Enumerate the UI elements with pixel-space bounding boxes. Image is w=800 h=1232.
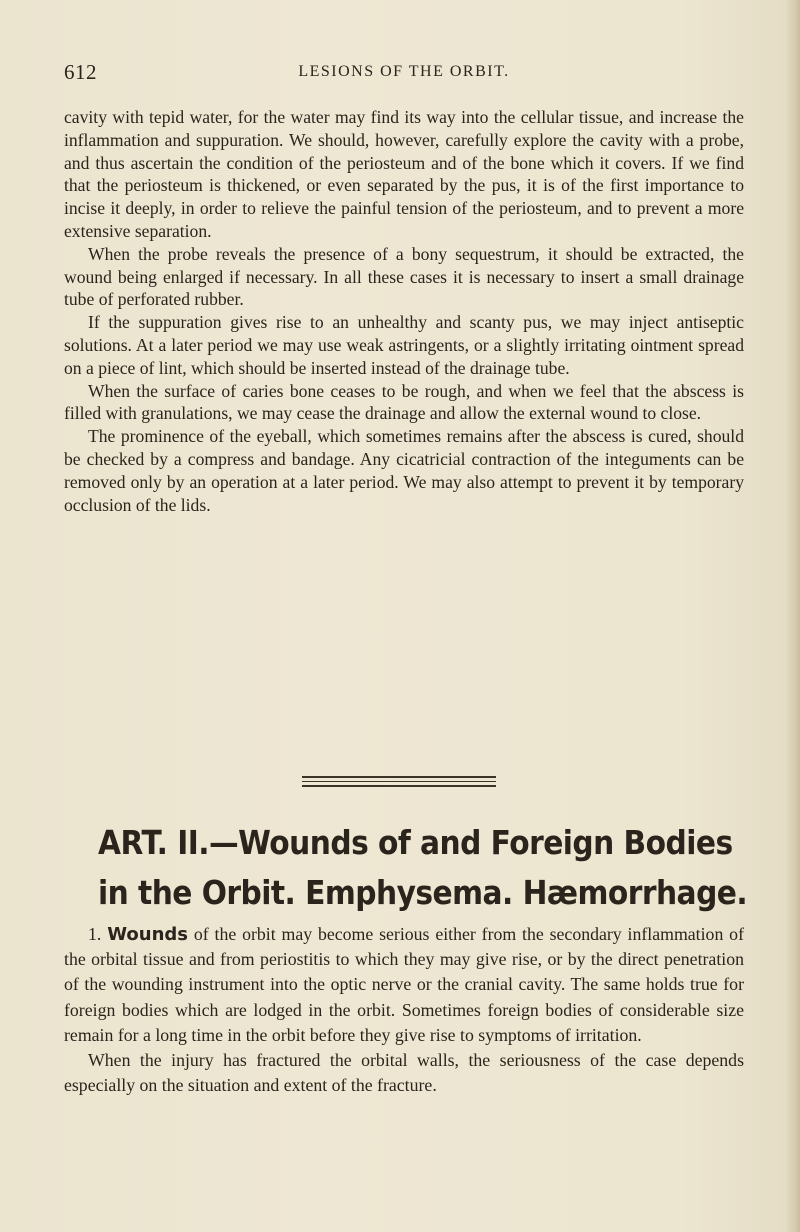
page-edge-shadow <box>786 0 800 1232</box>
paragraph-continued: cavity with tepid water, for the water may find its way into the cellular tissue, and increase the inflammation and suppuration. We should, however, carefully explore the cavity with a probe, and thus ascertain the condition of the periosteum and of the bone which it covers. If we find that the periosteum is thickened, or even separated by the pus, it is of the first importance to incise it deeply, in order to relieve the painful tension of the periosteum, and to prevent a more extensive separation. <box>64 107 744 241</box>
section-heading <box>98 818 748 918</box>
running-head <box>64 60 744 86</box>
paragraph-sequestrum: When the probe reveals the presence of a bony sequestrum, it should be extracted, the wound being enlarged if necessary. In all these cases it is necessary to insert a small drainage tube of perforated rubber. <box>64 243 744 310</box>
divider-rule <box>302 785 496 787</box>
section-divider <box>302 776 496 790</box>
divider-rule <box>302 776 496 778</box>
body-text <box>64 106 744 516</box>
paragraph-suppuration: If the suppuration gives rise to an unhealthy and scanty pus, we may inject antiseptic solutions. At a later period we may use weak astringents, or a slightly irritating ointment spread on a piece of lint, which should be inserted instead of the drainage tube. <box>64 312 744 378</box>
section-body <box>64 922 744 1098</box>
running-head-title: LESIONS OF THE ORBIT. <box>298 63 510 80</box>
paragraph-prominence: The prominence of the eyeball, which sometimes remains after the abscess is cured, should be checked by a compress and bandage. Any cicatricial contraction of the integuments can be removed only by an operation at a later period. We may also attempt to prevent it by temporary occlusion of the lids. <box>64 426 744 515</box>
paragraph-caries: When the surface of caries bone ceases to be rough, and when we feel that the abscess is filled with granulations, we may cease the drainage and allow the external wound to close. <box>64 380 744 424</box>
item-text: of the orbit may become serious either from the secondary inflammation of the orbital tissue and from periostitis to which they may give rise, or by the direct penetration of the wounding instrument into the optic nerve or the cranial cavity. The same holds true for foreign bodies which are lodged in the orbit. Sometimes foreign bodies of considerable size remain for a long time in the orbit before they give rise to symptoms of irritation. <box>64 924 744 1045</box>
page-number: 612 <box>64 60 97 84</box>
paragraph-wounds <box>64 922 744 1048</box>
item-number: 1. <box>88 924 102 944</box>
section-heading-line-2: in the Orbit. Emphysema. Hæmorrhage. <box>98 873 748 912</box>
divider-rule <box>302 781 496 783</box>
item-lead-in: Wounds <box>107 924 189 945</box>
paragraph-fracture: When the injury has fractured the orbital walls, the seriousness of the case depends especially on the situation and extent of the fracture. <box>64 1050 744 1096</box>
section-heading-line-1: ART. II.—Wounds of and Foreign Bodies <box>98 823 733 862</box>
